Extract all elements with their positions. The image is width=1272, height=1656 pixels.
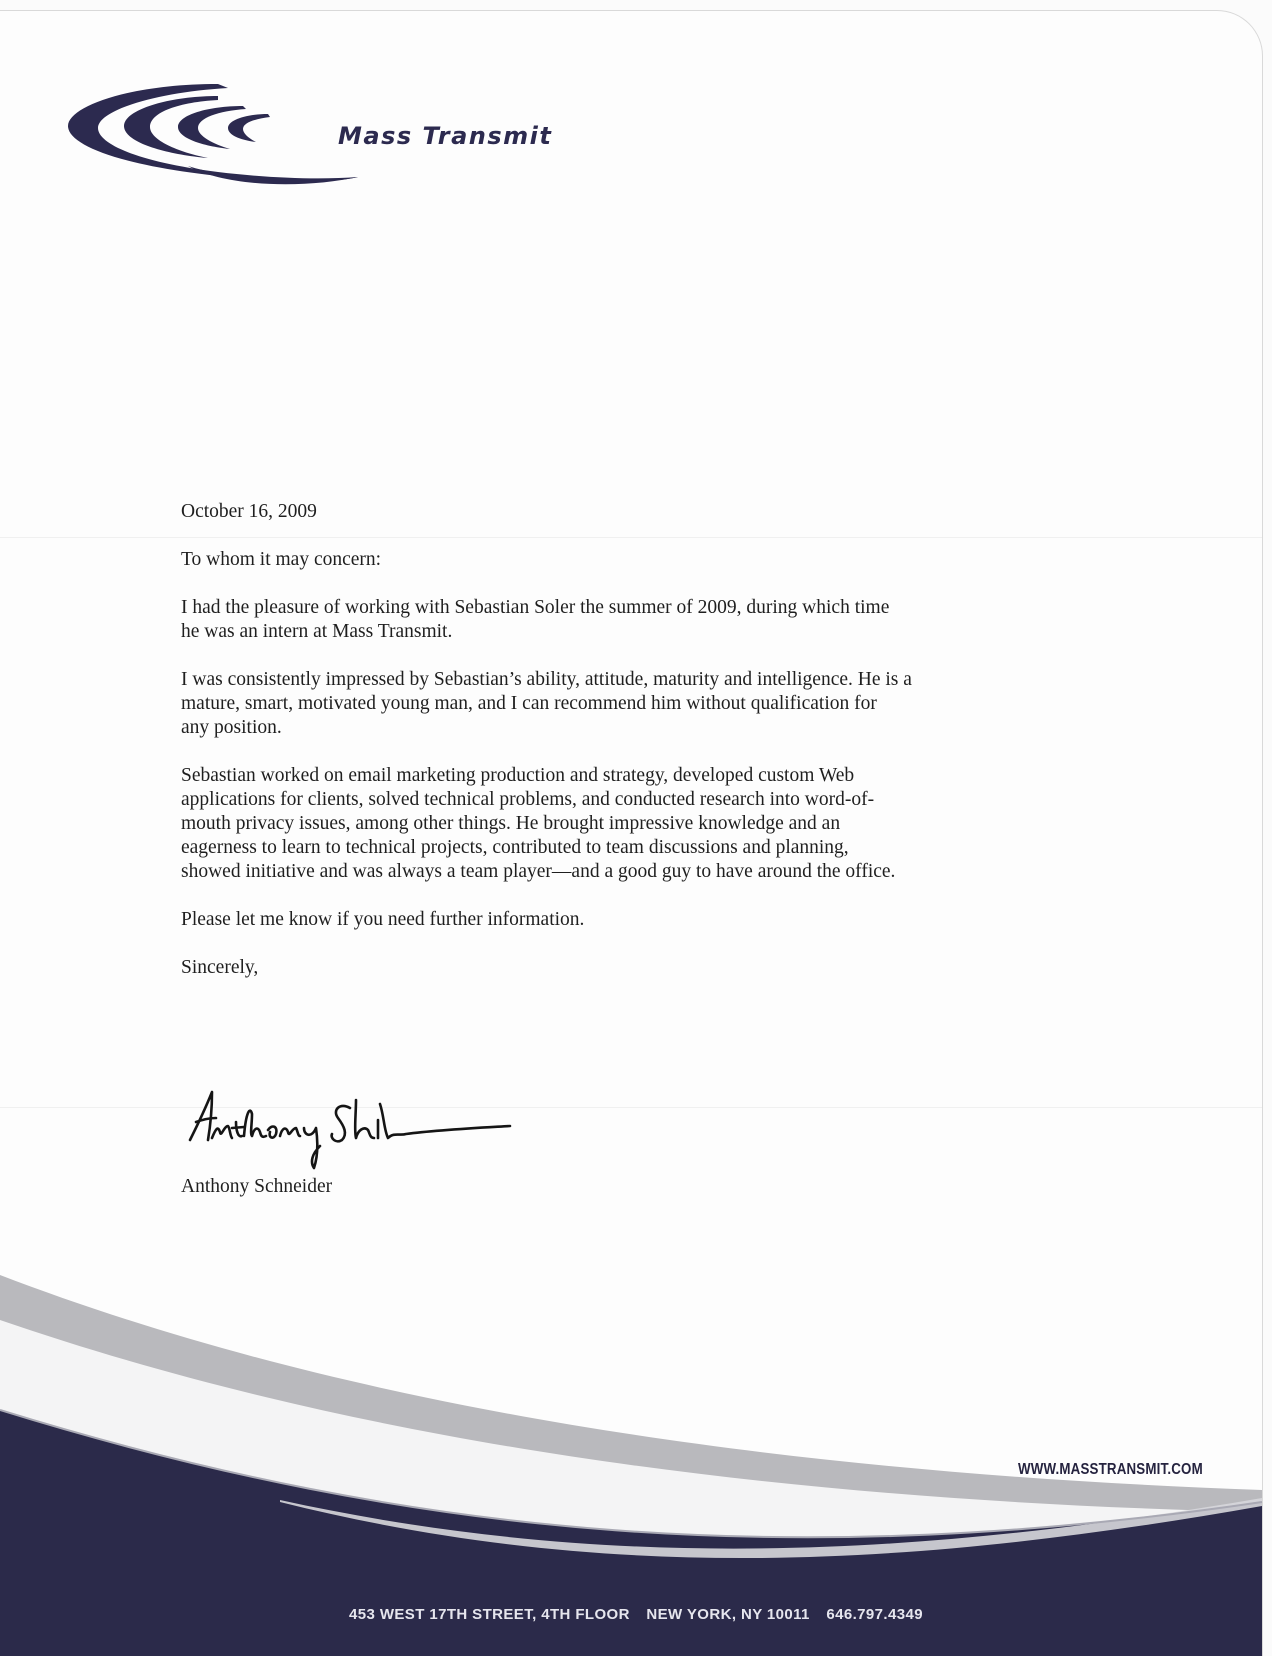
footer-swoosh-graphic [0, 1240, 1272, 1656]
paragraph-line: Please let me know if you need further information. [181, 909, 585, 930]
handwritten-signature-icon [186, 1082, 516, 1172]
company-logo [68, 82, 553, 192]
paragraph-line: showed initiative and was always a team player—and a good guy to have around the office. [181, 861, 896, 882]
paragraph [181, 596, 1081, 644]
paragraph-line: eagerness to learn to technical projects, contributed to team discussions and planning, [181, 837, 849, 858]
footer-address [0, 1606, 1272, 1623]
salutation: To whom it may concern: [181, 549, 382, 570]
street-address: 453 WEST 17TH STREET, 4TH FLOOR [349, 1606, 630, 1623]
paragraph [181, 908, 1081, 932]
closing: Sincerely, [181, 957, 259, 978]
city-state-zip: NEW YORK, NY 10011 [646, 1606, 810, 1623]
paragraph-line: Sebastian worked on email marketing production and strategy, developed custom Web [181, 765, 855, 786]
paragraph-line: any position. [181, 717, 282, 738]
letter-date: October 16, 2009 [181, 501, 317, 522]
paragraph-line: I was consistently impressed by Sebastian’s ability, attitude, maturity and intelligence. He is a [181, 669, 912, 690]
paragraph [181, 764, 1081, 884]
swoosh-logo-icon [68, 82, 358, 192]
paragraph-line: applications for clients, solved technical problems, and conducted research into word-of- [181, 789, 875, 810]
letter-body [181, 500, 1081, 990]
signer-name: Anthony Schneider [181, 1176, 333, 1197]
company-name: Mass Transmit [338, 122, 553, 150]
paragraph-line: he was an intern at Mass Transmit. [181, 621, 453, 642]
paragraph [181, 668, 1081, 740]
website-url: WWW.MASSTRANSMIT.COM [1018, 1461, 1203, 1478]
paragraph-line: mouth privacy issues, among other things. He brought impressive knowledge and an [181, 813, 841, 834]
phone-number: 646.797.4349 [826, 1606, 923, 1623]
paragraph-line: mature, smart, motivated young man, and I can recommend him without qualification for [181, 693, 877, 714]
paragraph-line: I had the pleasure of working with Sebastian Soler the summer of 2009, during which time [181, 597, 890, 618]
